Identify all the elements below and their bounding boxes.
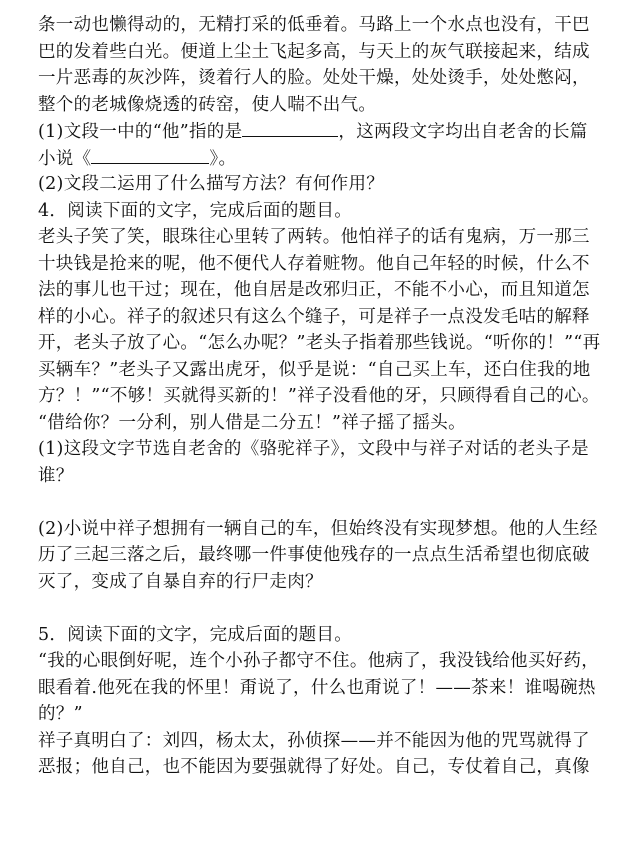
q5-heading: 5．阅读下面的文字，完成后面的题目。 — [38, 624, 353, 645]
q3-sub1-line2-before: 小说《 — [38, 148, 92, 169]
passage-line: 条一动也懒得动的，无精打采的低垂着。马路上一个水点也没有，干巴 — [38, 15, 590, 35]
q3-sub1 — [38, 118, 604, 145]
q4-sub2: (2)小说中祥子想拥有一辆自己的车，但始终没有实现梦想。他的人生经 — [38, 518, 598, 539]
answer-blank[interactable] — [91, 145, 209, 164]
passage-line: 祥子真明白了：刘四，杨太太，孙侦探——并不能因为他的咒骂就得了 — [38, 730, 590, 751]
passage-line: 的？” — [38, 704, 83, 724]
passage-line: 眼看着.他死在我的怀里！甭说了，什么也甭说了！——茶来！谁喝碗热 — [38, 677, 596, 698]
q4-sub2: 历了三起三落之后，最终哪一件事使他残存的一点点生活希望也彻底破 — [38, 545, 590, 565]
answer-space — [38, 595, 604, 622]
answer-space — [38, 489, 604, 516]
passage-line: “借给你？一分利，别人借是二分五！”祥子摇了摇头。 — [38, 412, 466, 433]
passage-line: 巴的发着些白光。便道上尘土飞起多高，与天上的灰气联接起来，结成 — [38, 41, 590, 62]
passage-line: 老头子笑了笑，眼珠往心里转了两转。他怕祥子的话有鬼病，万一那三 — [38, 227, 590, 247]
passage-line: 方？！”“不够！买就得买新的！”祥子没看他的牙，只顾得看自己的心。 — [38, 386, 600, 406]
passage-line: 一片恶毒的灰沙阵，烫着行人的脸。处处干燥，处处烫手，处处憋闷， — [38, 68, 590, 88]
passage-line: 买辆车？”老头子又露出虎牙，似乎是说：“自己买上车，还白住我的地 — [38, 359, 591, 380]
passage-line: 十块钱是抢来的呢，他不便代人存着赃物。他自己年轻的时候，什么不 — [38, 253, 590, 274]
passage-line: “我的心眼倒好呢，连个小孙子都守不住。他病了，我没钱给他买好药， — [38, 651, 600, 671]
q3-sub1-text-middle: ，这两段文字均出自老舍的长篇 — [338, 122, 588, 142]
q4-heading: 4．阅读下面的文字，完成后面的题目。 — [38, 200, 353, 221]
q4-sub2: 灭了，变成了自暴自弃的行尸走肉？ — [38, 571, 323, 592]
passage-line: 整个的老城像烧透的砖窑，使人喘不出气。 — [38, 94, 377, 115]
q4-sub1: 谁？ — [38, 465, 74, 486]
q3-sub1-line2-after: 》。 — [209, 148, 237, 169]
answer-blank[interactable] — [242, 118, 338, 137]
q3-sub1-line2 — [38, 145, 604, 172]
passage-line: 恶报；他自己，也不能因为要强就得了好处。自己，专仗着自己，真像 — [38, 757, 590, 777]
passage-line: 样的小心。祥子的叙述只有这么个缝子，可是祥子一点没发毛咕的解释 — [38, 306, 590, 327]
passage-line: 法的事儿也干过；现在，他自居是改邪归正，不能不小心，而且知道怎 — [38, 280, 590, 300]
passage-line: 开，老头子放了心。“怎么办呢？”老头子指着那些钱说。“听你的！”“再 — [38, 333, 601, 353]
q3-sub1-text-before: (1)文段一中的“他”指的是 — [38, 122, 243, 142]
q3-sub2: (2)文段二运用了什么描写方法？有何作用？ — [38, 174, 385, 194]
q4-sub1: (1)这段文字节选自老舍的《骆驼祥子》，文段中与祥子对话的老头子是 — [38, 439, 589, 459]
exam-page — [38, 12, 604, 781]
